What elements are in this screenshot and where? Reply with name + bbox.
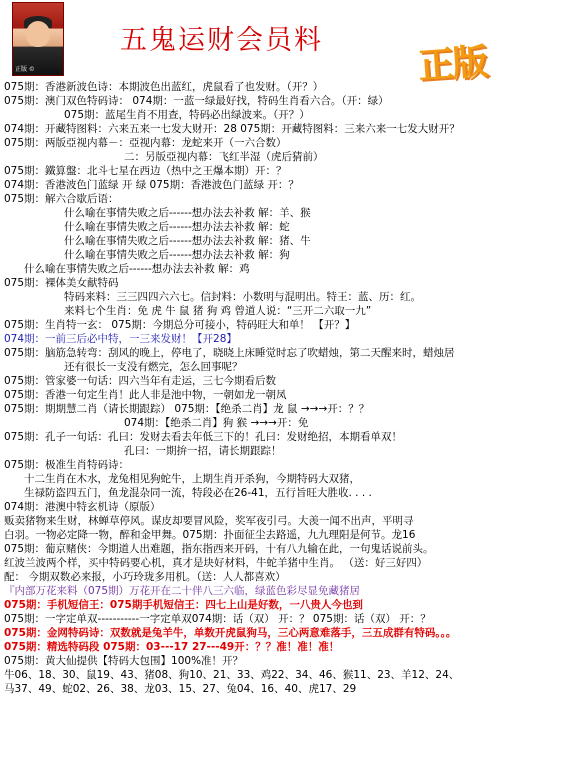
text-line: 来料七个生肖：免 虎 牛 鼠 猪 狗 鸡 曾道人说：“三开二六取一九” xyxy=(64,305,372,317)
text-line: 还有很长一支没有燃完，怎么回事呢？ xyxy=(64,361,243,373)
text-line: 074期：港澳中特玄机诗（原版） xyxy=(4,501,161,513)
text-line: 074期：开藏特图料：六来五来一七发大财开：28 075期：开藏特图料：三来六来一七发大财开？ xyxy=(4,123,460,135)
avatar-tag: 正版 © xyxy=(15,66,35,73)
author-photo xyxy=(12,2,64,76)
text-line: 二：另版亞视内幕：飞红半湿（虎后猜前） xyxy=(124,151,324,163)
text-line: 075期：脑筋急转弯：刮风的晚上，停电了，晓晓上床睡觉时忘了吹蜡烛，第二天醒来时，蜡烛居 xyxy=(4,347,455,359)
text-line: 074期：香港波色门蓝绿 开 绿 075期：香港波色门蓝绿 开：？ xyxy=(4,179,299,191)
text-line: 配： 今期双数必来报，小巧玲珑多用机。（送：人人都喜欢） xyxy=(4,571,286,583)
text-line: 贩卖猪物来生财，林蝉草停风。谋皮却要冒风险，奖军夜引弓。大羡一闻不出声，平明寻 xyxy=(4,515,414,527)
text-line: 075期：裸体美女献特码 xyxy=(4,277,119,289)
text-line: 075期：精选特码段 075期：03---17 27---49开：？？准！准！准！ xyxy=(4,641,340,653)
text-line: 075期：鐵算盤：北斗七星在西边（热中之王爆本期）开：？ xyxy=(4,165,287,177)
text-line: 075期：两版亞视内幕－：亞视内幕：龙蛇来开（一六合数） xyxy=(4,137,287,149)
text-line: 马37、49、蛇02、26、38、龙03、15、27、兔04、16、40、虎17、29 xyxy=(4,683,357,695)
text-line: 孔曰：一期拚一招，请长期跟踪！ xyxy=(124,445,282,457)
text-line: 075期：手机短信王：075期手机短信王：四七上山是好数，一八贵人今也到 xyxy=(4,599,363,611)
text-line: 红波兰波两个样，买中特码要心机，真才是块好材料，牛蛇羊猪中生肖。 （送：好三好四） xyxy=(4,557,428,569)
text-line: 什么喻在事情失败之后------想办法去补救 解：蛇 xyxy=(64,221,290,233)
avatar-face xyxy=(26,21,50,47)
text-line: 075期：解六合歇后语： xyxy=(4,193,119,205)
text-line: 075期：蓝尾生肖不用查，特码必出绿波来。（开？） xyxy=(64,109,310,121)
text-line: 075期：孔子一句话：孔曰：发财去看去年低三下的！孔曰：发财绝招，本期看单双！ xyxy=(4,431,403,443)
text-line: 生禄防盗四五门，鱼龙混杂同一流，特段必在26-41，五行旨旺大胜收. . . . xyxy=(24,487,372,499)
text-line: 075期：香港新波色诗：本期波色出蓝红，虎鼠看了也发财。（开？） xyxy=(4,81,324,93)
text-line: 075期：期期慧二肖（请长期跟踪） 075期：【绝杀二肖】龙 鼠 →→→开：？？ xyxy=(4,403,370,415)
text-line: 什么喻在事情失败之后------想办法去补救 解：狗 xyxy=(64,249,290,261)
text-line: 075期：葡京赌侠：今期道人出难题，指东指西来开码，十有八九输在此，一句鬼话说前头。 xyxy=(4,543,434,555)
text-line: 075期：金网特码诗：双数就是兔羊牛，单数开虎鼠狗马，三心两意难落手，三五成群有特码。。。 xyxy=(4,627,457,639)
text-line: 075期：澳门双色特码诗： 074期：一蓝一绿最好找，特码生肖看六合。（开：绿） xyxy=(4,95,389,107)
text-line: 牛06、18、30、鼠19、43、猪08、狗10、21、33、鸡22、34、46、猴11、23、羊12、24、 xyxy=(4,669,460,681)
text-line: 075期：极准生肖特码诗： xyxy=(4,459,130,471)
page-title: 五鬼运财会员料 xyxy=(120,25,323,56)
stamp-text: 正版 xyxy=(416,41,488,88)
text-line: 什么喻在事情失败之后------想办法去补救 解：猪、牛 xyxy=(64,235,311,247)
text-line: 特码来料：三三四四六六七。信封料：小数明与混明出。特王：蓝、历：红。 xyxy=(64,291,421,303)
text-line: 什么喻在事情失败之后------想办法去补救 解：羊、猴 xyxy=(64,207,311,219)
text-line: 075期：生肖特一玄： 075期：今期总分可接小，特码旺大和单！ 【开？】 xyxy=(4,319,356,331)
text-line: 白羽。一物必定降一物，醉和金甲舞。075期：扑面征尘去路遥，九九理阳是何节。龙16 xyxy=(4,529,416,541)
text-line: 075期：香港一句定生肖！此人非是池中物，一朝如龙一朝凤 xyxy=(4,389,287,401)
text-line: 075期：管家婆一句话：四六当年有走运，三七今期看后数 xyxy=(4,375,277,387)
content-body xyxy=(4,80,564,696)
text-line: 075期：黄大仙提供【特码大包围】100%准！开？ xyxy=(4,655,244,667)
text-line: 什么喻在事情失败之后------想办法去补救 解：鸡 xyxy=(24,263,250,275)
text-line: 074期：【绝杀二肖】狗 猴 →→→开：免 xyxy=(124,417,309,429)
text-line: 074期：一前三后必中特，一三来发财！【开28】 xyxy=(4,333,237,345)
text-line: 『内部万花来料（075期）万花开在二十伴八三六临，绿蓝色彩尽显免藏猪居 xyxy=(4,585,361,597)
text-line: 十二生肖在木水，龙兔相见狗蛇牛，上期生肖开杀狗，今期特码大双猪， xyxy=(24,473,360,485)
text-line: 075期：一字定单双-----------一字定单双074期：话（双） 开：？ 075期：话（双） 开：？ xyxy=(4,613,431,625)
